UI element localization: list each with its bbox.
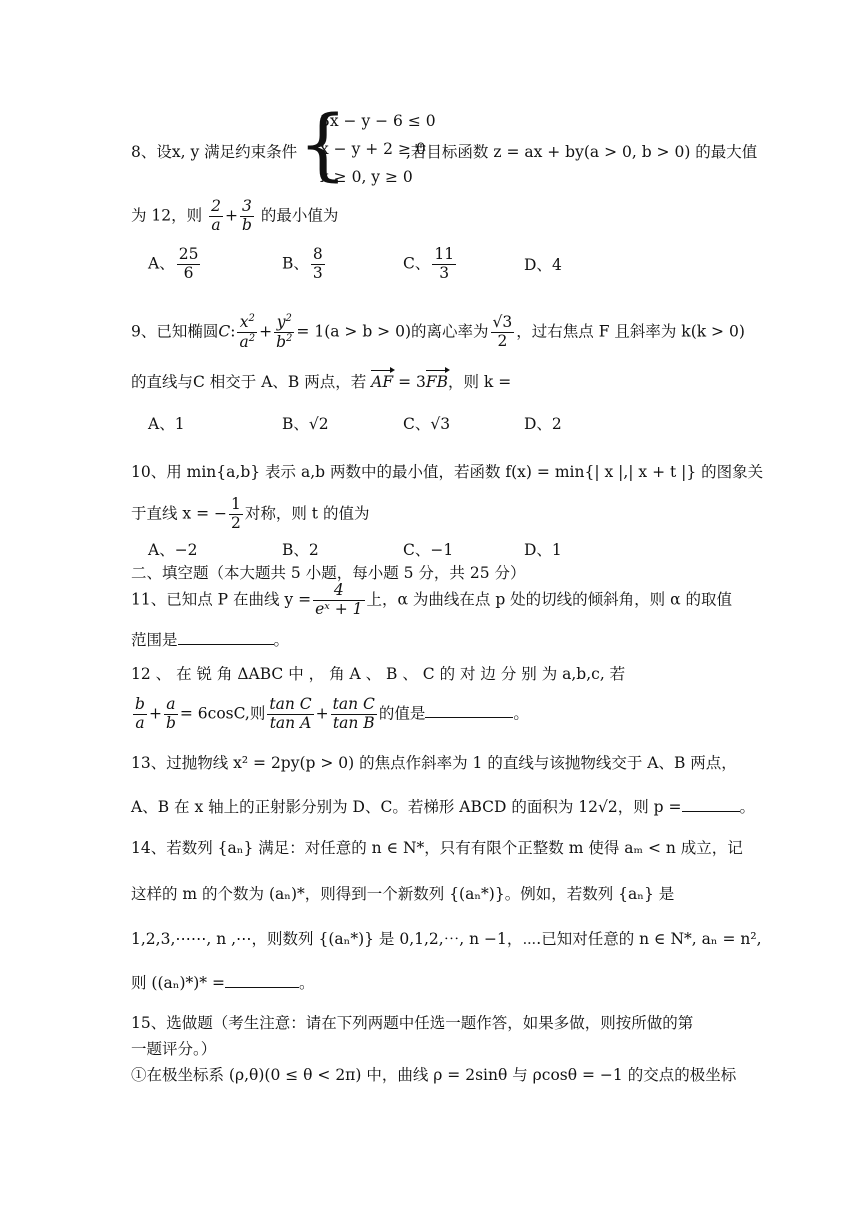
q11-answer-blank[interactable] <box>178 629 274 646</box>
q8-constraint-3: x ≥ 0, y ≥ 0 <box>320 168 413 186</box>
q10-option-b: B、2 <box>282 541 319 559</box>
q9-line2: 的直线与C 相交于 A、B 两点，若 AF = 3FB，则 k = <box>131 373 512 391</box>
q8-line2-pre: 为 12，则 <box>131 206 203 225</box>
q10-line1: 10、用 min{a,b} 表示 a,b 两数中的最小值，若函数 f(x) = min{| x |,| x + t |} 的图象关 <box>131 463 764 481</box>
q9-vector-af: AF <box>371 373 394 391</box>
q9-frac-y2b2: $\frac{y^2}{b^2}$ <box>276 313 293 352</box>
q8-line2-post: 的最小值为 <box>260 206 339 225</box>
q14-line2: 这样的 m 的个数为 (aₙ)*，则得到一个新数列 {(aₙ*)}。例如，若数列 {aₙ} 是 <box>131 885 675 903</box>
q8-line1-post: ,若目标函数 z = ax + by(a > 0, b > 0) 的最大值 <box>406 143 758 161</box>
q8-option-b: B、 $\frac{8}{3}$ <box>282 245 323 282</box>
q14-answer-blank[interactable] <box>225 972 299 989</box>
q9-option-c: C、√3 <box>403 415 451 433</box>
q8-constraint-2: x − y + 2 ≥ 0 <box>320 140 426 158</box>
q8-option-c: C、 $\frac{11}{3}$ <box>403 245 455 282</box>
q8-line1-pre: 8、设x, y 满足约束条件 <box>131 143 298 161</box>
q8-line2: 为 12，则 $\frac{2}{a}$ + $\frac{3}{b}$ 的最小值为 <box>131 197 339 234</box>
q9-eccentricity: $\frac{√3}{2}$ <box>492 313 513 350</box>
q13-line2: A、B 在 x 轴上的正射影分别为 D、C。若梯形 ABCD 的面积为 12√2，则 p = 。 <box>131 795 755 817</box>
q9-option-d: D、2 <box>524 415 562 433</box>
q9-frac-x2a2: $\frac{x^2}{a^2}$ <box>239 313 256 352</box>
q12-line1: 12 、 在 锐 角 ΔABC 中 ， 角 A 、 B 、 C 的 对 边 分 别 为 a,b,c, 若 <box>131 665 626 683</box>
q15-line3: ①在极坐标系 (ρ,θ)(0 ≤ θ < 2π) 中，曲线 ρ = 2sinθ 与 ρcosθ = −1 的交点的极坐标 <box>131 1066 737 1084</box>
q12-line2: $\frac{b}{a}$ + $\frac{a}{b}$ = 6cosC,则 $\frac{\text{tan C}}{\text{tan A}}$ + $\frac{\text{tan C}}{\text{tan B}}$ 的值是 。 <box>135 695 529 732</box>
q14-line3: 1,2,3,⋯⋯, n ,⋯，则数列 {(aₙ*)} 是 0,1,2,⋯, n −1，⋯.已知对任意的 n ∈ N*, aₙ = n², <box>131 930 762 948</box>
q12-answer-blank[interactable] <box>425 702 513 719</box>
q8-frac-3b: $\frac{3}{b}$ <box>241 197 252 234</box>
q10-line2: 于直线 x = − $\frac{1}{2}$ 对称，则 t 的值为 <box>131 495 370 532</box>
q15-line2: 一题评分。） <box>131 1040 217 1058</box>
q13-line1: 13、过抛物线 x² = 2py(p > 0) 的焦点作斜率为 1 的直线与该抛物线交于 A、B 两点， <box>131 754 737 772</box>
q11-line2: 范围是 。 <box>131 628 289 650</box>
q8-option-d: D、4 <box>524 256 562 274</box>
q11-line1: 11、已知点 P 在曲线 y = $\frac{4}{\text{eˣ + 1}}$ 上，α 为曲线在点 p 处的切线的倾斜角，则 α 的取值 <box>131 581 732 618</box>
q9-vector-fb: FB <box>425 373 448 391</box>
q14-line1: 14、若数列 {aₙ} 满足：对任意的 n ∈ N*，只有有限个正整数 m 使得 aₘ < n 成立，记 <box>131 839 743 857</box>
left-brace-icon: { <box>298 100 348 190</box>
q8-frac-2a: $\frac{2}{a}$ <box>211 197 221 234</box>
q8-option-a: A、 $\frac{25}{6}$ <box>148 245 199 282</box>
q11-frac: $\frac{4}{\text{eˣ + 1}}$ <box>315 581 363 618</box>
q9-line1: 9、已知椭圆C: $\frac{x^2}{a^2}$ + $\frac{y^2}{b^2}$ = 1(a > b > 0)的离心率为 $\frac{√3}{2}$ ，过右焦点 F 且斜率为 k(k > 0) <box>131 313 745 352</box>
q10-option-a: A、−2 <box>148 541 198 559</box>
q10-option-d: D、1 <box>524 541 562 559</box>
q13-answer-blank[interactable] <box>682 796 740 813</box>
q14-line4: 则 ((aₙ)*)* = 。 <box>131 971 315 993</box>
q8-constraint-1: 3x − y − 6 ≤ 0 <box>320 112 436 130</box>
q15-line1: 15、选做题（考生注意：请在下列两题中任选一题作答，如果多做，则按所做的第 <box>131 1014 694 1032</box>
q9-option-a: A、1 <box>148 415 185 433</box>
q10-option-c: C、−1 <box>403 541 454 559</box>
q9-option-b: B、√2 <box>282 415 329 433</box>
section-2-heading: 二、填空题（本大题共 5 小题，每小题 5 分，共 25 分） <box>131 564 526 582</box>
